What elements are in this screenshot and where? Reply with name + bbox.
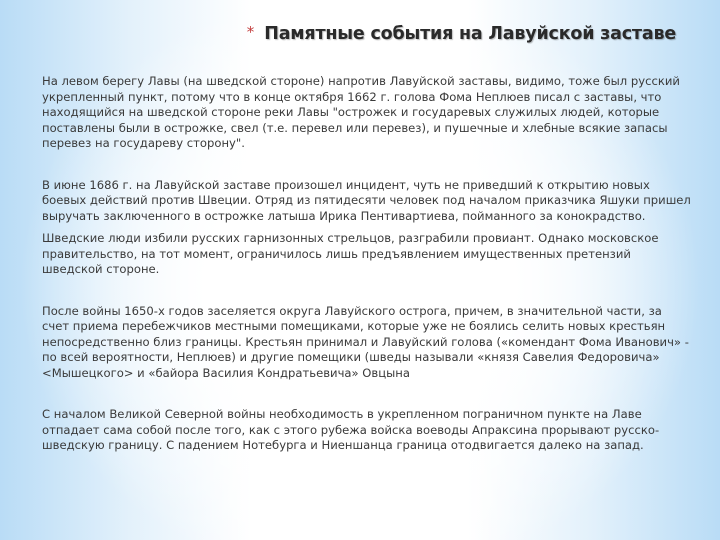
paragraph-5: С началом Великой Северной войны необходимость в укрепленном пограничном пункте на Лаве отпадает сама собой после того, как с этого рубежа войска воеводы Апраксина прорывают русско-шведскую границу. С падением Нотебурга и Ниеншанца граница отодвигается далеко на запад. bbox=[42, 407, 660, 452]
title-row bbox=[247, 24, 676, 44]
paragraph-3: Шведские люди избили русских гарнизонных стрельцов, разграбили провиант. Однако московское правительство, на тот момент, ограничилось лишь предъявлением имущественных претензий шведской стороне. bbox=[42, 231, 659, 276]
paragraph-2: В июне 1686 г. на Лавуйской заставе произошел инцидент, чуть не приведший к открытию новых боевых действий против Швеции. Отряд из пятидесяти человек под началом приказчика Яшуки пришел выручать заключенного в острожке латыша Ирика Пентивартиева, пойманного за конокрадство. bbox=[42, 177, 691, 223]
content-body bbox=[42, 74, 692, 454]
paragraph-1: На левом берегу Лавы (на шведской стороне) напротив Лавуйской заставы, видимо, тоже был русский укрепленный пункт, потому что в конце октября 1662 г. голова Фома Неплюев писал с заставы, что находящийся на шведской стороне реки Лавы "острожек и государевых служилых людей, которые поставлены были в острожке, свел (т.е. перевел или перевез), и пушечные и хлебные всякие запасы перевез на государеву сторону". bbox=[42, 74, 680, 150]
bullet-icon: * bbox=[246, 23, 255, 41]
paragraph-4: После войны 1650-х годов заселяется округа Лавуйского острога, причем, в значительной части, за счет приема перебежчиков местными помещиками, которые уже не боялись селить новых крестьян непосредственно близ границы. Крестьян принимал и Лавуйский голова («комендант Фома Иванович» - по всей вероятности, Неплюев) и другие помещики (шведы называли «князя Савелия Федоровича» <Мышецкого> и «байора Василия Кондратьевича» Овцына bbox=[42, 303, 689, 380]
page-title: Памятные события на Лавуйской заставе bbox=[264, 24, 676, 44]
